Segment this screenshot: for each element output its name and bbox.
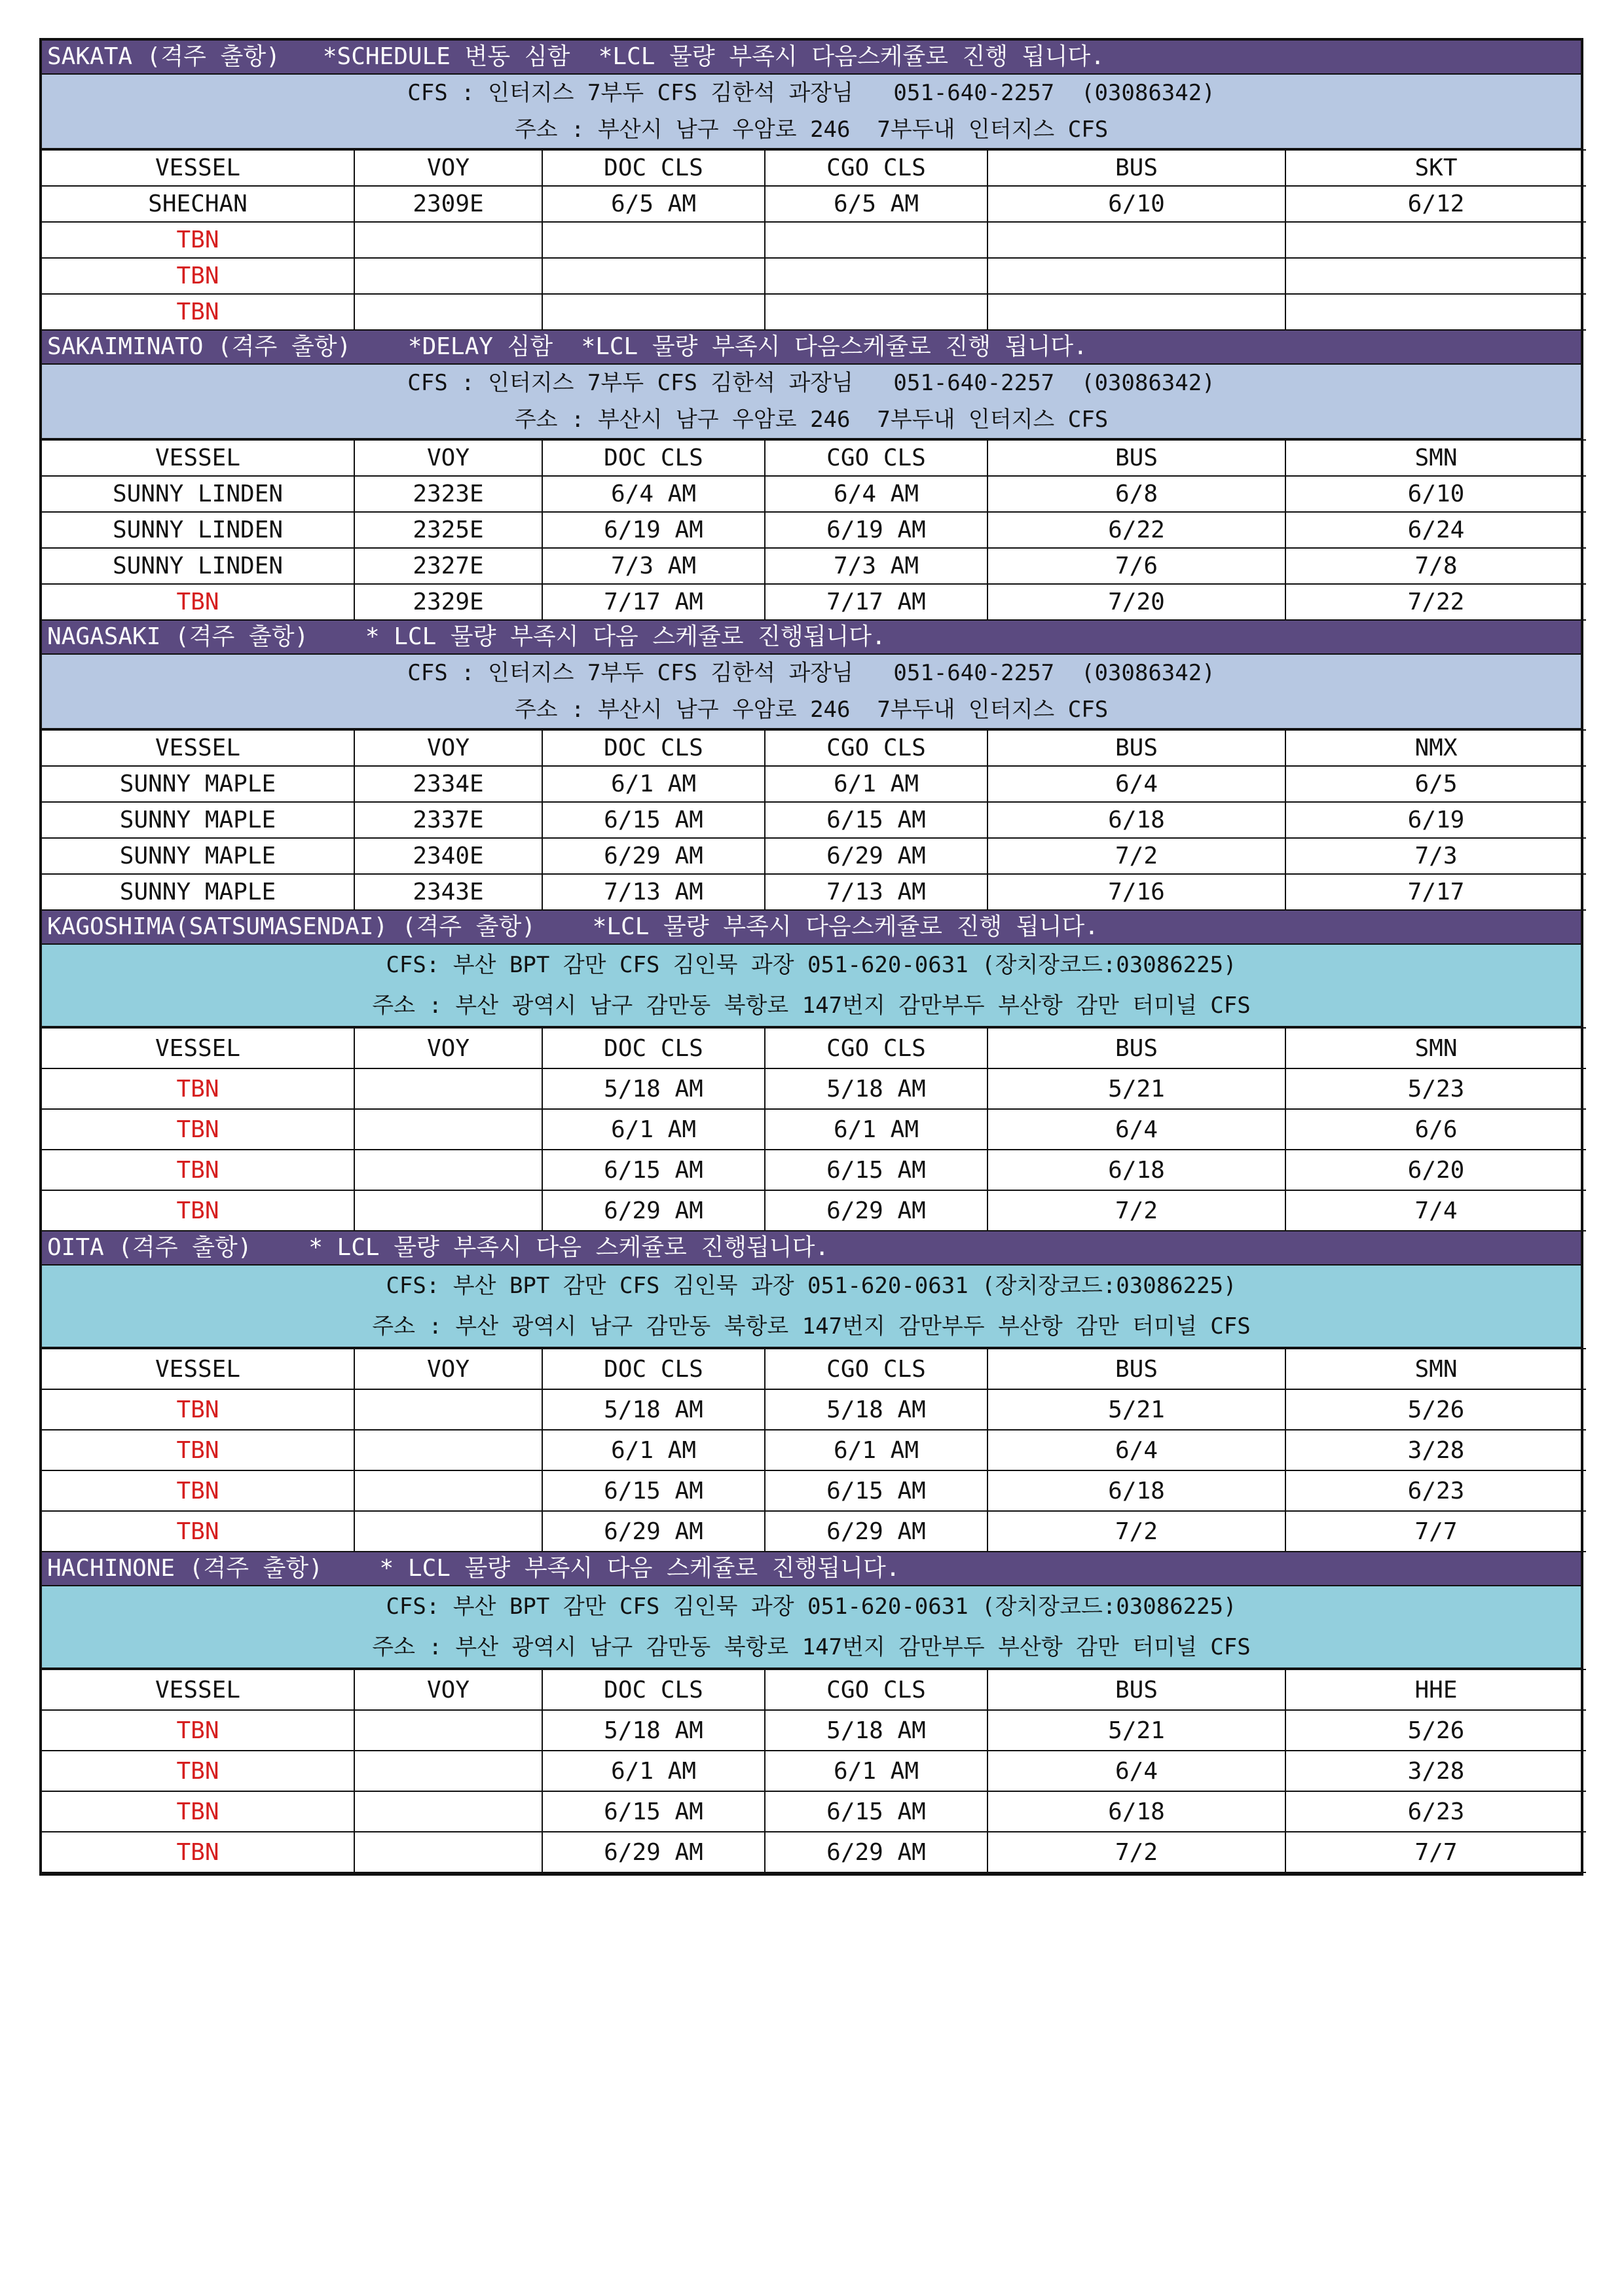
table-row: [42, 1791, 1586, 1832]
bus-cell: [987, 294, 1285, 330]
table-row: [42, 1190, 1586, 1231]
vessel-cell: TBN: [42, 1190, 354, 1231]
column-header: BUS: [987, 440, 1285, 476]
table-row: [42, 1832, 1586, 1872]
doc-cell: 6/1 AM: [542, 1751, 765, 1791]
dest-cell: 7/4: [1285, 1190, 1586, 1231]
bus-cell: [987, 258, 1285, 294]
cgo-cell: [765, 258, 987, 294]
column-header: DOC CLS: [542, 730, 765, 766]
column-header: VESSEL: [42, 1349, 354, 1389]
column-header: HHE: [1285, 1669, 1586, 1710]
vessel-cell: SUNNY MAPLE: [42, 874, 354, 910]
vessel-cell: TBN: [42, 1751, 354, 1791]
doc-cell: 6/29 AM: [542, 1832, 765, 1872]
vessel-cell: TBN: [42, 1109, 354, 1150]
cgo-cell: 6/29 AM: [765, 838, 987, 874]
voy-cell: [354, 1832, 542, 1872]
cgo-cell: 6/29 AM: [765, 1190, 987, 1231]
vessel-cell: TBN: [42, 294, 354, 330]
bus-cell: 6/18: [987, 802, 1285, 838]
table-row: [42, 802, 1586, 838]
table-row: [42, 222, 1586, 258]
bus-cell: 6/4: [987, 1109, 1285, 1150]
address-line: 주소 : 부산 광역시 남구 감만동 북항로 147번지 감만부두 부산항 감만 터미널 CFS: [372, 993, 1251, 1019]
vessel-cell: TBN: [42, 1150, 354, 1190]
cgo-cell: 6/4 AM: [765, 476, 987, 512]
dest-cell: 7/8: [1285, 548, 1586, 584]
cgo-cell: 6/1 AM: [765, 1430, 987, 1470]
table-row: [42, 186, 1586, 222]
column-header: VESSEL: [42, 1669, 354, 1710]
voy-cell: [354, 1109, 542, 1150]
cfs-info: [42, 75, 1581, 149]
dest-cell: [1285, 294, 1586, 330]
column-header: SMN: [1285, 440, 1586, 476]
column-header: DOC CLS: [542, 1669, 765, 1710]
doc-cell: 6/1 AM: [542, 1109, 765, 1150]
column-header: NMX: [1285, 730, 1586, 766]
dest-cell: 6/24: [1285, 512, 1586, 548]
port-section: [42, 41, 1581, 331]
table-row: [42, 476, 1586, 512]
vessel-cell: SUNNY LINDEN: [42, 548, 354, 584]
voy-cell: 2323E: [354, 476, 542, 512]
bus-cell: 6/4: [987, 1430, 1285, 1470]
schedule-table: [42, 1027, 1586, 1231]
cfs-info: [42, 1586, 1581, 1669]
cgo-cell: 6/15 AM: [765, 1470, 987, 1511]
cgo-cell: 5/18 AM: [765, 1389, 987, 1430]
schedule-table: [42, 1348, 1586, 1552]
voy-cell: 2327E: [354, 548, 542, 584]
column-header-row: [42, 1028, 1586, 1068]
voy-cell: [354, 1511, 542, 1552]
vessel-cell: TBN: [42, 1068, 354, 1109]
cfs-info: [42, 655, 1581, 729]
dest-cell: [1285, 222, 1586, 258]
bus-cell: 6/18: [987, 1791, 1285, 1832]
column-header-row: [42, 1349, 1586, 1389]
bus-cell: 5/21: [987, 1068, 1285, 1109]
cgo-cell: 6/15 AM: [765, 802, 987, 838]
address-line: 주소 : 부산시 남구 우암로 246 7부두내 인터지스 CFS: [514, 407, 1109, 433]
column-header: DOC CLS: [542, 1028, 765, 1068]
bus-cell: 7/16: [987, 874, 1285, 910]
table-row: [42, 1389, 1586, 1430]
vessel-cell: TBN: [42, 1832, 354, 1872]
port-section: [42, 911, 1581, 1231]
vessel-cell: TBN: [42, 584, 354, 620]
schedule-table: [42, 729, 1586, 911]
column-header-row: [42, 730, 1586, 766]
cgo-cell: 7/3 AM: [765, 548, 987, 584]
cfs-info: [42, 365, 1581, 439]
column-header: DOC CLS: [542, 150, 765, 186]
doc-cell: 6/15 AM: [542, 1791, 765, 1832]
voy-cell: 2337E: [354, 802, 542, 838]
bus-cell: 7/2: [987, 1190, 1285, 1231]
column-header: VOY: [354, 440, 542, 476]
doc-cell: 7/13 AM: [542, 874, 765, 910]
dest-cell: 7/17: [1285, 874, 1586, 910]
dest-cell: 3/28: [1285, 1751, 1586, 1791]
doc-cell: 5/18 AM: [542, 1710, 765, 1751]
voy-cell: [354, 258, 542, 294]
doc-cell: 6/15 AM: [542, 802, 765, 838]
voy-cell: [354, 1190, 542, 1231]
doc-cell: 6/1 AM: [542, 766, 765, 802]
voy-cell: [354, 1430, 542, 1470]
address-line: 주소 : 부산 광역시 남구 감만동 북항로 147번지 감만부두 부산항 감만 터미널 CFS: [372, 1313, 1251, 1339]
doc-cell: 6/19 AM: [542, 512, 765, 548]
cgo-cell: 6/1 AM: [765, 1751, 987, 1791]
vessel-cell: TBN: [42, 1389, 354, 1430]
cfs-info: [42, 1266, 1581, 1348]
bus-cell: 7/2: [987, 838, 1285, 874]
cgo-cell: 6/15 AM: [765, 1791, 987, 1832]
table-row: [42, 874, 1586, 910]
bus-cell: 6/8: [987, 476, 1285, 512]
cfs-line: CFS : 인터지스 7부두 CFS 김한석 과장님 051-640-2257 (03086342): [407, 370, 1215, 396]
doc-cell: 6/29 AM: [542, 1511, 765, 1552]
doc-cell: 6/29 AM: [542, 1190, 765, 1231]
cgo-cell: 5/18 AM: [765, 1710, 987, 1751]
cfs-line: CFS: 부산 BPT 감만 CFS 김인묵 과장 051-620-0631 (장치장코드:03086225): [386, 952, 1237, 978]
vessel-cell: SUNNY LINDEN: [42, 476, 354, 512]
schedule-table: [42, 439, 1586, 621]
address-line: 주소 : 부산시 남구 우암로 246 7부두내 인터지스 CFS: [514, 697, 1109, 723]
column-header: DOC CLS: [542, 1349, 765, 1389]
vessel-cell: SHECHAN: [42, 186, 354, 222]
cgo-cell: 7/17 AM: [765, 584, 987, 620]
column-header-row: [42, 1669, 1586, 1710]
cgo-cell: 6/1 AM: [765, 766, 987, 802]
doc-cell: [542, 294, 765, 330]
cgo-cell: 6/29 AM: [765, 1832, 987, 1872]
cgo-cell: 6/1 AM: [765, 1109, 987, 1150]
cfs-line: CFS: 부산 BPT 감만 CFS 김인묵 과장 051-620-0631 (장치장코드:03086225): [386, 1273, 1237, 1299]
voy-cell: [354, 1068, 542, 1109]
bus-cell: 6/22: [987, 512, 1285, 548]
schedule-sheet: [39, 38, 1583, 1876]
column-header: DOC CLS: [542, 440, 765, 476]
column-header-row: [42, 440, 1586, 476]
cgo-cell: [765, 222, 987, 258]
vessel-cell: TBN: [42, 1470, 354, 1511]
vessel-cell: TBN: [42, 1430, 354, 1470]
table-row: [42, 766, 1586, 802]
column-header: BUS: [987, 1669, 1285, 1710]
voy-cell: 2325E: [354, 512, 542, 548]
column-header: VOY: [354, 1028, 542, 1068]
table-row: [42, 294, 1586, 330]
section-title: NAGASAKI (격주 출항) * LCL 물량 부족시 다음 스케쥴로 진행됩니다.: [42, 621, 1581, 655]
column-header: CGO CLS: [765, 730, 987, 766]
table-row: [42, 1068, 1586, 1109]
bus-cell: 6/18: [987, 1150, 1285, 1190]
port-section: [42, 621, 1581, 911]
dest-cell: 6/20: [1285, 1150, 1586, 1190]
cgo-cell: 6/5 AM: [765, 186, 987, 222]
column-header: BUS: [987, 730, 1285, 766]
dest-cell: 5/26: [1285, 1389, 1586, 1430]
schedule-table: [42, 149, 1586, 331]
dest-cell: 7/3: [1285, 838, 1586, 874]
dest-cell: 7/7: [1285, 1832, 1586, 1872]
vessel-cell: TBN: [42, 222, 354, 258]
bus-cell: 6/4: [987, 1751, 1285, 1791]
cfs-info: [42, 945, 1581, 1027]
column-header: VESSEL: [42, 1028, 354, 1068]
table-row: [42, 1109, 1586, 1150]
column-header: CGO CLS: [765, 1028, 987, 1068]
column-header: VESSEL: [42, 730, 354, 766]
doc-cell: 5/18 AM: [542, 1389, 765, 1430]
vessel-cell: SUNNY MAPLE: [42, 838, 354, 874]
cgo-cell: 6/29 AM: [765, 1511, 987, 1552]
bus-cell: [987, 222, 1285, 258]
schedule-table: [42, 1669, 1586, 1873]
port-section: [42, 1552, 1581, 1873]
dest-cell: 6/19: [1285, 802, 1586, 838]
dest-cell: 7/7: [1285, 1511, 1586, 1552]
dest-cell: [1285, 258, 1586, 294]
voy-cell: 2309E: [354, 186, 542, 222]
table-row: [42, 1710, 1586, 1751]
bus-cell: 5/21: [987, 1389, 1285, 1430]
doc-cell: [542, 258, 765, 294]
cgo-cell: 7/13 AM: [765, 874, 987, 910]
table-row: [42, 1430, 1586, 1470]
vessel-cell: TBN: [42, 1511, 354, 1552]
dest-cell: 6/23: [1285, 1470, 1586, 1511]
section-title: KAGOSHIMA(SATSUMASENDAI) (격주 출항) *LCL 물량 부족시 다음스케쥴로 진행 됩니다.: [42, 911, 1581, 945]
column-header: VOY: [354, 150, 542, 186]
voy-cell: [354, 222, 542, 258]
doc-cell: 6/15 AM: [542, 1470, 765, 1511]
vessel-cell: TBN: [42, 258, 354, 294]
vessel-cell: SUNNY MAPLE: [42, 766, 354, 802]
dest-cell: 3/28: [1285, 1430, 1586, 1470]
cfs-line: CFS : 인터지스 7부두 CFS 김한석 과장님 051-640-2257 (03086342): [407, 660, 1215, 686]
cfs-line: CFS: 부산 BPT 감만 CFS 김인묵 과장 051-620-0631 (장치장코드:03086225): [386, 1594, 1237, 1620]
port-section: [42, 331, 1581, 621]
voy-cell: [354, 1389, 542, 1430]
column-header: VESSEL: [42, 150, 354, 186]
dest-cell: 6/23: [1285, 1791, 1586, 1832]
dest-cell: 7/22: [1285, 584, 1586, 620]
dest-cell: 6/10: [1285, 476, 1586, 512]
voy-cell: 2340E: [354, 838, 542, 874]
table-row: [42, 1751, 1586, 1791]
voy-cell: [354, 1791, 542, 1832]
voy-cell: [354, 1470, 542, 1511]
column-header: VOY: [354, 730, 542, 766]
voy-cell: 2334E: [354, 766, 542, 802]
table-row: [42, 838, 1586, 874]
bus-cell: 7/2: [987, 1832, 1285, 1872]
table-row: [42, 1150, 1586, 1190]
bus-cell: 6/18: [987, 1470, 1285, 1511]
table-row: [42, 584, 1586, 620]
doc-cell: 6/1 AM: [542, 1430, 765, 1470]
bus-cell: 5/21: [987, 1710, 1285, 1751]
section-title: HACHINONE (격주 출항) * LCL 물량 부족시 다음 스케쥴로 진행됩니다.: [42, 1552, 1581, 1586]
section-title: OITA (격주 출항) * LCL 물량 부족시 다음 스케쥴로 진행됩니다.: [42, 1231, 1581, 1266]
doc-cell: 6/5 AM: [542, 186, 765, 222]
table-row: [42, 1511, 1586, 1552]
vessel-cell: TBN: [42, 1710, 354, 1751]
bus-cell: 6/10: [987, 186, 1285, 222]
doc-cell: 5/18 AM: [542, 1068, 765, 1109]
bus-cell: 6/4: [987, 766, 1285, 802]
voy-cell: 2343E: [354, 874, 542, 910]
bus-cell: 7/6: [987, 548, 1285, 584]
doc-cell: 6/29 AM: [542, 838, 765, 874]
cgo-cell: 5/18 AM: [765, 1068, 987, 1109]
dest-cell: 6/5: [1285, 766, 1586, 802]
doc-cell: 6/15 AM: [542, 1150, 765, 1190]
column-header: CGO CLS: [765, 150, 987, 186]
column-header: BUS: [987, 150, 1285, 186]
column-header: CGO CLS: [765, 1669, 987, 1710]
column-header: SMN: [1285, 1349, 1586, 1389]
vessel-cell: SUNNY LINDEN: [42, 512, 354, 548]
column-header: BUS: [987, 1349, 1285, 1389]
doc-cell: 7/3 AM: [542, 548, 765, 584]
section-title: SAKAIMINATO (격주 출항) *DELAY 심함 *LCL 물량 부족시 다음스케쥴로 진행 됩니다.: [42, 331, 1581, 365]
table-row: [42, 512, 1586, 548]
column-header: SKT: [1285, 150, 1586, 186]
column-header: VOY: [354, 1669, 542, 1710]
column-header: VESSEL: [42, 440, 354, 476]
bus-cell: 7/2: [987, 1511, 1285, 1552]
column-header: VOY: [354, 1349, 542, 1389]
doc-cell: 6/4 AM: [542, 476, 765, 512]
table-row: [42, 548, 1586, 584]
vessel-cell: SUNNY MAPLE: [42, 802, 354, 838]
doc-cell: 7/17 AM: [542, 584, 765, 620]
table-row: [42, 258, 1586, 294]
voy-cell: [354, 1710, 542, 1751]
section-title: SAKATA (격주 출항) *SCHEDULE 변동 심함 *LCL 물량 부족시 다음스케쥴로 진행 됩니다.: [42, 41, 1581, 75]
column-header: CGO CLS: [765, 440, 987, 476]
column-header: SMN: [1285, 1028, 1586, 1068]
dest-cell: 6/6: [1285, 1109, 1586, 1150]
dest-cell: 5/26: [1285, 1710, 1586, 1751]
voy-cell: [354, 294, 542, 330]
vessel-cell: TBN: [42, 1791, 354, 1832]
voy-cell: [354, 1751, 542, 1791]
voy-cell: 2329E: [354, 584, 542, 620]
address-line: 주소 : 부산시 남구 우암로 246 7부두내 인터지스 CFS: [514, 117, 1109, 143]
dest-cell: 6/12: [1285, 186, 1586, 222]
dest-cell: 5/23: [1285, 1068, 1586, 1109]
address-line: 주소 : 부산 광역시 남구 감만동 북항로 147번지 감만부두 부산항 감만 터미널 CFS: [372, 1634, 1251, 1660]
cgo-cell: [765, 294, 987, 330]
cfs-line: CFS : 인터지스 7부두 CFS 김한석 과장님 051-640-2257 (03086342): [407, 80, 1215, 106]
column-header: BUS: [987, 1028, 1285, 1068]
table-row: [42, 1470, 1586, 1511]
column-header-row: [42, 150, 1586, 186]
cgo-cell: 6/15 AM: [765, 1150, 987, 1190]
column-header: CGO CLS: [765, 1349, 987, 1389]
bus-cell: 7/20: [987, 584, 1285, 620]
port-section: [42, 1231, 1581, 1552]
doc-cell: [542, 222, 765, 258]
cgo-cell: 6/19 AM: [765, 512, 987, 548]
voy-cell: [354, 1150, 542, 1190]
